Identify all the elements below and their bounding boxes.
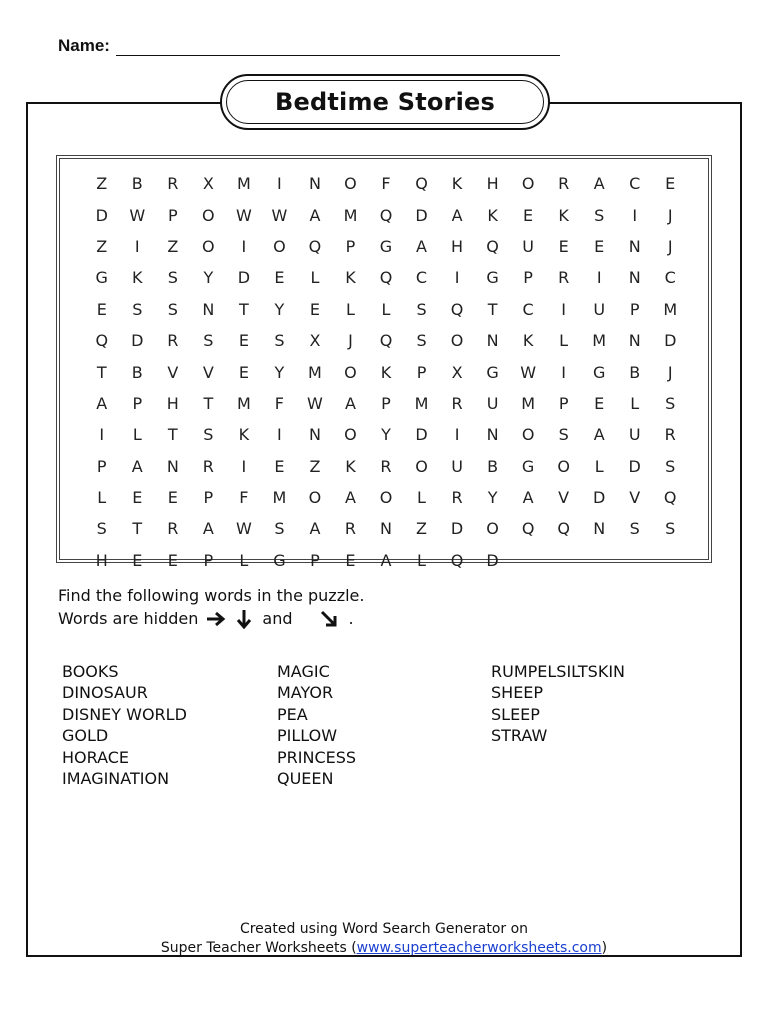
grid-letter[interactable]: P bbox=[629, 299, 640, 319]
grid-letter[interactable]: U bbox=[628, 425, 641, 445]
grid-letter[interactable]: Y bbox=[274, 362, 285, 382]
grid-letter[interactable]: S bbox=[167, 268, 178, 288]
grid-letter[interactable]: C bbox=[664, 268, 676, 288]
grid-letter[interactable]: K bbox=[522, 331, 534, 351]
grid-letter[interactable]: F bbox=[381, 174, 391, 194]
grid-letter[interactable]: O bbox=[379, 488, 393, 508]
grid-letter[interactable]: P bbox=[310, 550, 320, 570]
grid-letter[interactable]: E bbox=[132, 550, 143, 570]
grid-letter[interactable]: L bbox=[559, 331, 569, 351]
grid-letter[interactable]: K bbox=[487, 205, 498, 225]
grid-letter[interactable]: R bbox=[167, 331, 179, 351]
grid-letter[interactable]: A bbox=[309, 519, 321, 539]
grid-letter[interactable]: D bbox=[593, 488, 606, 508]
grid-letter[interactable]: L bbox=[132, 425, 142, 445]
grid-letter[interactable]: B bbox=[487, 456, 499, 476]
grid-letter[interactable]: E bbox=[167, 550, 178, 570]
grid-letter[interactable]: M bbox=[308, 362, 322, 382]
grid-letter[interactable]: E bbox=[309, 299, 320, 319]
grid-letter[interactable]: G bbox=[273, 550, 286, 570]
grid-letter[interactable]: I bbox=[241, 236, 247, 256]
grid-letter[interactable]: E bbox=[238, 331, 249, 351]
grid-letter[interactable]: Y bbox=[487, 488, 498, 508]
grid-letter[interactable]: R bbox=[558, 268, 570, 288]
grid-letter[interactable]: R bbox=[380, 456, 392, 476]
word-list-item: MAYOR bbox=[277, 683, 334, 703]
grid-letter[interactable]: F bbox=[239, 488, 249, 508]
grid-letter[interactable]: U bbox=[486, 393, 499, 413]
word-list-item: PEA bbox=[277, 704, 308, 724]
grid-letter[interactable]: D bbox=[450, 519, 464, 539]
grid-letter[interactable]: P bbox=[132, 393, 143, 413]
grid-letter[interactable]: O bbox=[202, 236, 215, 256]
grid-letter[interactable]: D bbox=[237, 268, 251, 288]
grid-letter[interactable]: U bbox=[451, 456, 463, 476]
word-list-item: IMAGINATION bbox=[62, 769, 170, 789]
grid-letter[interactable]: O bbox=[521, 425, 535, 445]
grid-letter[interactable]: O bbox=[308, 488, 322, 508]
grid-letter[interactable]: S bbox=[274, 331, 285, 351]
grid-letter[interactable]: Q bbox=[450, 299, 464, 319]
grid-letter[interactable]: O bbox=[202, 205, 215, 225]
grid-letter[interactable]: W bbox=[271, 205, 288, 225]
grid-letter[interactable]: A bbox=[522, 488, 534, 508]
instructions-line-1: Find the following words in the puzzle. bbox=[58, 586, 365, 605]
grid-letter[interactable]: V bbox=[629, 488, 641, 508]
grid-letter[interactable]: Q bbox=[521, 519, 535, 539]
grid-letter[interactable]: X bbox=[309, 331, 321, 351]
grid-letter[interactable]: G bbox=[521, 456, 535, 476]
grid-letter[interactable]: J bbox=[667, 362, 673, 382]
grid-letter[interactable]: I bbox=[454, 268, 460, 288]
footer-link[interactable]: www.superteacherworksheets.com bbox=[356, 940, 602, 956]
grid-letter[interactable]: N bbox=[202, 299, 215, 319]
word-list-item: RUMPELSILTSKIN bbox=[491, 662, 625, 681]
grid-letter[interactable]: E bbox=[96, 299, 107, 319]
grid-letter[interactable]: O bbox=[557, 456, 570, 476]
arrow-diagonal-icon bbox=[315, 609, 343, 629]
footer-line-1: Created using Word Search Generator on bbox=[239, 921, 529, 937]
grid-letter[interactable]: E bbox=[238, 362, 249, 382]
grid-letter[interactable]: W bbox=[520, 362, 537, 382]
grid-letter[interactable]: S bbox=[594, 205, 605, 225]
grid-letter[interactable]: N bbox=[486, 331, 499, 351]
grid-letter[interactable]: P bbox=[381, 393, 391, 413]
grid-letter[interactable]: O bbox=[344, 425, 357, 445]
word-list-item: GOLD bbox=[62, 726, 109, 746]
footer-suffix: ) bbox=[601, 940, 608, 956]
grid-letter[interactable]: G bbox=[486, 362, 499, 382]
grid-letter[interactable]: D bbox=[664, 331, 677, 351]
word-list-item: QUEEN bbox=[277, 769, 334, 789]
grid-letter[interactable]: N bbox=[308, 425, 321, 445]
word-list-item: MAGIC bbox=[277, 662, 330, 681]
word-list-item: DISNEY WORLD bbox=[62, 704, 187, 724]
grid-letter[interactable]: Q bbox=[308, 236, 322, 256]
grid-letter[interactable]: L bbox=[594, 456, 604, 476]
grid-letter[interactable]: T bbox=[132, 519, 143, 539]
grid-letter[interactable]: K bbox=[345, 268, 356, 288]
grid-letter[interactable]: D bbox=[415, 205, 428, 225]
grid-letter[interactable]: Q bbox=[379, 205, 393, 225]
grid-letter[interactable]: S bbox=[665, 519, 676, 539]
grid-letter[interactable]: Z bbox=[167, 236, 179, 256]
grid-letter[interactable]: Q bbox=[95, 331, 109, 351]
grid-letter[interactable]: I bbox=[561, 299, 566, 319]
grid-letter[interactable]: R bbox=[167, 174, 179, 194]
grid-letter[interactable]: P bbox=[345, 236, 356, 256]
grid-letter[interactable]: X bbox=[202, 174, 214, 194]
grid-letter[interactable]: M bbox=[236, 174, 251, 194]
grid-letter[interactable]: L bbox=[97, 488, 107, 508]
grid-letter[interactable]: S bbox=[665, 393, 676, 413]
grid-letter[interactable]: L bbox=[417, 488, 426, 508]
word-list-item: DINOSAUR bbox=[62, 683, 148, 703]
word-list-item: SLEEP bbox=[491, 704, 540, 724]
grid-letter[interactable]: U bbox=[593, 299, 606, 319]
grid-letter[interactable]: I bbox=[561, 362, 566, 382]
grid-letter[interactable]: A bbox=[451, 205, 463, 225]
grid-letter[interactable]: N bbox=[486, 425, 499, 445]
grid-letter[interactable]: G bbox=[592, 362, 606, 382]
grid-letter[interactable]: I bbox=[596, 268, 602, 288]
grid-letter[interactable]: N bbox=[628, 268, 641, 288]
word-list-item: BOOKS bbox=[62, 662, 119, 681]
grid-letter[interactable]: A bbox=[593, 425, 605, 445]
grid-letter[interactable]: D bbox=[95, 205, 108, 225]
grid-letter[interactable]: A bbox=[344, 393, 356, 413]
title-banner bbox=[220, 74, 550, 130]
grid-letter[interactable]: N bbox=[380, 519, 392, 539]
grid-letter[interactable]: E bbox=[345, 550, 356, 570]
grid-letter[interactable]: H bbox=[166, 393, 179, 413]
grid-letter[interactable]: A bbox=[380, 550, 392, 570]
grid-letter[interactable]: O bbox=[450, 331, 464, 351]
grid-letter[interactable]: T bbox=[487, 299, 498, 319]
grid-letter[interactable]: R bbox=[451, 393, 463, 413]
grid-letter[interactable]: M bbox=[236, 393, 251, 413]
grid-letter[interactable]: I bbox=[99, 425, 105, 445]
grid-letter[interactable]: E bbox=[132, 488, 143, 508]
grid-letter[interactable]: M bbox=[663, 299, 678, 319]
grid-letter[interactable]: R bbox=[344, 519, 357, 539]
grid-letter[interactable]: A bbox=[593, 174, 605, 194]
grid-letter[interactable]: I bbox=[241, 456, 247, 476]
instructions-and: and bbox=[262, 609, 293, 628]
grid-letter[interactable]: C bbox=[415, 268, 428, 288]
grid-letter[interactable]: G bbox=[95, 268, 108, 288]
grid-letter[interactable]: S bbox=[665, 456, 676, 476]
grid-letter[interactable]: A bbox=[96, 393, 108, 413]
grid-letter[interactable]: P bbox=[96, 456, 107, 476]
grid-letter[interactable]: T bbox=[167, 425, 178, 445]
grid-letter[interactable]: N bbox=[166, 456, 179, 476]
grid-letter[interactable]: K bbox=[238, 425, 250, 445]
grid-letter[interactable]: R bbox=[664, 425, 676, 445]
arrow-right-icon bbox=[202, 610, 230, 628]
grid-letter[interactable]: M bbox=[272, 488, 287, 508]
word-list bbox=[62, 661, 702, 789]
grid-letter[interactable]: R bbox=[451, 488, 463, 508]
grid-letter[interactable]: Z bbox=[96, 174, 108, 194]
grid-letter[interactable]: B bbox=[629, 362, 641, 382]
grid-letter[interactable]: D bbox=[131, 331, 144, 351]
grid-letter[interactable]: Q bbox=[486, 236, 499, 256]
grid-letter[interactable]: K bbox=[558, 205, 569, 225]
grid-letter[interactable]: O bbox=[486, 519, 499, 539]
grid-letter[interactable]: C bbox=[629, 174, 641, 194]
grid-letter[interactable]: T bbox=[203, 393, 214, 413]
grid-letter[interactable]: S bbox=[203, 425, 214, 445]
grid-letter[interactable]: J bbox=[667, 236, 673, 256]
word-list-item: PILLOW bbox=[277, 726, 338, 746]
grid-letter[interactable]: K bbox=[451, 174, 463, 194]
grid-letter[interactable]: Z bbox=[416, 519, 427, 539]
grid-letter[interactable]: H bbox=[95, 550, 108, 570]
grid-letter[interactable]: V bbox=[202, 362, 214, 382]
grid-letter[interactable]: Q bbox=[557, 519, 570, 539]
grid-letter[interactable]: E bbox=[274, 268, 285, 288]
word-list-column bbox=[491, 661, 701, 789]
grid-letter[interactable]: O bbox=[415, 456, 428, 476]
grid-letter[interactable]: A bbox=[202, 519, 214, 539]
grid-letter[interactable]: L bbox=[381, 299, 391, 319]
grid-letter[interactable]: L bbox=[346, 299, 355, 319]
grid-letter[interactable]: W bbox=[235, 205, 252, 225]
grid-letter[interactable]: U bbox=[522, 236, 534, 256]
footer-line-2 bbox=[0, 939, 768, 958]
grid-letter[interactable]: N bbox=[628, 236, 641, 256]
grid-letter[interactable]: F bbox=[274, 393, 284, 413]
instructions bbox=[58, 584, 364, 630]
grid-letter[interactable]: N bbox=[308, 174, 321, 194]
grid-letter[interactable]: P bbox=[416, 362, 427, 382]
word-list-item: PRINCESS bbox=[277, 747, 357, 767]
grid-letter[interactable]: R bbox=[167, 519, 179, 539]
grid-letter[interactable]: I bbox=[134, 236, 140, 256]
grid-letter[interactable]: O bbox=[344, 174, 357, 194]
grid-letter[interactable]: M bbox=[521, 393, 536, 413]
grid-letter[interactable]: E bbox=[274, 456, 285, 476]
grid-letter[interactable]: A bbox=[131, 456, 143, 476]
grid-letter[interactable]: B bbox=[131, 362, 143, 382]
grid-letter[interactable]: P bbox=[203, 550, 214, 570]
grid-letter[interactable]: K bbox=[345, 456, 356, 476]
grid-letter[interactable]: S bbox=[274, 519, 285, 539]
grid-letter[interactable]: E bbox=[665, 174, 676, 194]
grid-letter[interactable]: E bbox=[167, 488, 178, 508]
grid-letter[interactable]: W bbox=[307, 393, 323, 413]
grid-letter[interactable]: P bbox=[167, 205, 178, 225]
word-list-column bbox=[277, 661, 491, 789]
grid-letter[interactable]: S bbox=[96, 519, 107, 539]
grid-letter[interactable]: I bbox=[277, 425, 282, 445]
name-field bbox=[58, 36, 560, 56]
grid-letter[interactable]: D bbox=[415, 425, 428, 445]
grid-letter[interactable]: M bbox=[343, 205, 358, 225]
grid-letter[interactable]: V bbox=[167, 362, 179, 382]
grid-letter[interactable]: I bbox=[277, 174, 282, 194]
grid-letter[interactable]: P bbox=[558, 393, 569, 413]
grid-letter[interactable]: R bbox=[558, 174, 570, 194]
grid-letter[interactable]: T bbox=[238, 299, 249, 319]
grid-letter[interactable]: E bbox=[558, 236, 569, 256]
grid-letter[interactable]: L bbox=[239, 550, 249, 570]
grid-letter[interactable]: A bbox=[344, 488, 356, 508]
grid-letter[interactable]: M bbox=[414, 393, 429, 413]
grid-letter[interactable]: W bbox=[235, 519, 252, 539]
name-blank-line[interactable] bbox=[116, 37, 560, 56]
grid-letter[interactable]: E bbox=[594, 393, 605, 413]
grid-letter[interactable]: A bbox=[416, 236, 427, 256]
grid-letter[interactable]: L bbox=[630, 393, 640, 413]
arrow-down-icon bbox=[230, 609, 258, 629]
grid-letter[interactable]: N bbox=[593, 519, 606, 539]
grid-letter[interactable]: Q bbox=[415, 174, 428, 194]
grid-letter[interactable]: O bbox=[273, 236, 286, 256]
grid-letter[interactable]: X bbox=[451, 362, 463, 382]
grid-letter[interactable]: N bbox=[628, 331, 641, 351]
grid-letter[interactable]: I bbox=[454, 425, 460, 445]
page-title: Bedtime Stories bbox=[275, 88, 495, 116]
grid-letter[interactable]: J bbox=[667, 205, 673, 225]
grid-letter[interactable]: S bbox=[629, 519, 640, 539]
grid-letter[interactable]: V bbox=[558, 488, 570, 508]
grid-letter[interactable]: Q bbox=[450, 550, 464, 570]
grid-letter[interactable]: H bbox=[486, 174, 499, 194]
grid-letter[interactable]: H bbox=[451, 236, 464, 256]
instructions-period: . bbox=[348, 609, 354, 628]
grid-letter[interactable]: R bbox=[202, 456, 214, 476]
grid-letter[interactable]: O bbox=[521, 174, 535, 194]
grid-letter[interactable]: S bbox=[132, 299, 143, 319]
grid-letter[interactable]: Q bbox=[663, 488, 677, 508]
grid-letter[interactable]: S bbox=[558, 425, 569, 445]
grid-letter[interactable]: O bbox=[344, 362, 357, 382]
grid-letter[interactable]: D bbox=[628, 456, 641, 476]
grid-letter[interactable]: T bbox=[96, 362, 107, 382]
instructions-prefix: Words are hidden bbox=[58, 609, 199, 628]
grid-letter[interactable]: K bbox=[380, 362, 392, 382]
grid-letter[interactable]: M bbox=[592, 331, 607, 351]
grid-letter[interactable]: S bbox=[416, 299, 427, 319]
grid-letter[interactable]: W bbox=[129, 205, 146, 225]
grid-letter[interactable]: Y bbox=[381, 425, 391, 445]
grid-letter[interactable]: A bbox=[309, 205, 321, 225]
grid-letter[interactable]: G bbox=[379, 236, 393, 256]
word-search-grid bbox=[84, 168, 688, 576]
grid-letter[interactable]: C bbox=[522, 299, 534, 319]
grid-letter[interactable]: S bbox=[167, 299, 178, 319]
grid-letter[interactable]: G bbox=[486, 268, 499, 288]
grid-letter[interactable]: Q bbox=[379, 331, 393, 351]
grid-letter[interactable]: S bbox=[416, 331, 427, 351]
grid-letter[interactable]: Z bbox=[309, 456, 321, 476]
grid-letter[interactable]: Q bbox=[379, 268, 393, 288]
grid-letter[interactable]: K bbox=[132, 268, 143, 288]
word-list-item: STRAW bbox=[491, 726, 548, 746]
grid-letter[interactable]: Y bbox=[274, 299, 285, 319]
footer-prefix: Super Teacher Worksheets ( bbox=[160, 940, 357, 956]
word-list-item: SHEEP bbox=[491, 683, 544, 703]
grid-letter[interactable]: P bbox=[523, 268, 533, 288]
grid-letter[interactable]: L bbox=[310, 268, 320, 288]
grid-letter[interactable]: Y bbox=[203, 268, 214, 288]
word-list-item: HORACE bbox=[62, 747, 130, 767]
grid-letter[interactable]: L bbox=[417, 550, 426, 570]
footer-credit bbox=[0, 920, 768, 958]
instructions-line-2 bbox=[58, 607, 364, 630]
word-list-column bbox=[62, 661, 277, 789]
grid-letter[interactable]: E bbox=[594, 236, 605, 256]
grid-letter[interactable]: B bbox=[131, 174, 143, 194]
grid-letter[interactable]: Z bbox=[96, 236, 108, 256]
grid-letter[interactable]: I bbox=[632, 205, 638, 225]
grid-letter[interactable]: D bbox=[486, 550, 499, 570]
grid-letter[interactable]: S bbox=[203, 331, 214, 351]
grid-letter[interactable]: J bbox=[348, 331, 353, 351]
grid-letter[interactable]: E bbox=[523, 205, 534, 225]
name-label: Name: bbox=[58, 36, 110, 55]
grid-letter[interactable]: P bbox=[203, 488, 214, 508]
